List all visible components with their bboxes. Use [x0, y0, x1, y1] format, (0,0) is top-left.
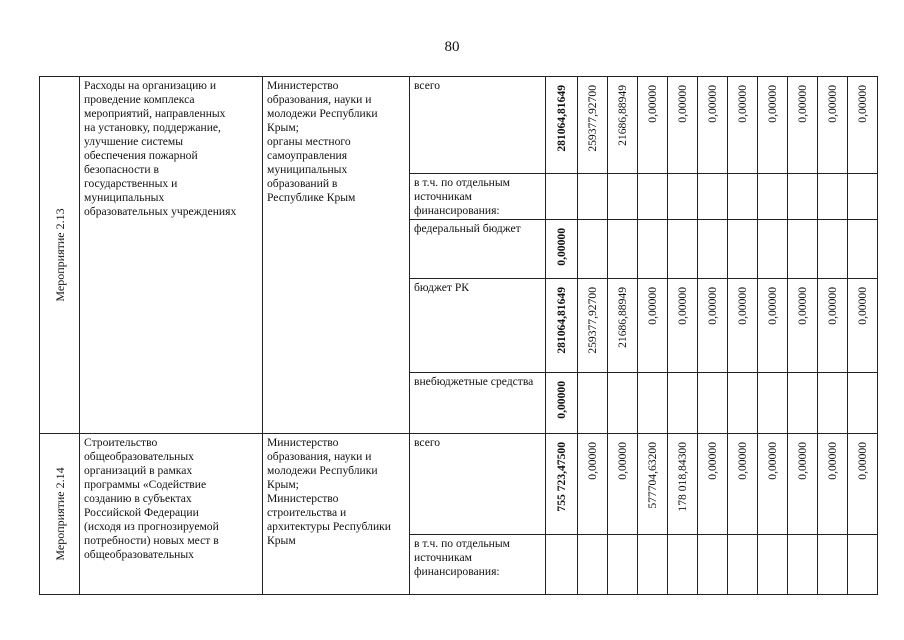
amount-cell [608, 77, 638, 174]
amount-cell [546, 434, 578, 535]
executor-line: образований в [267, 177, 338, 190]
measure-name-line: организаций в рамках [84, 464, 193, 477]
measure-name-line: муниципальных [84, 191, 165, 204]
amount-cell [758, 220, 788, 279]
executor-line: муниципальных [267, 163, 348, 176]
amount-cell [668, 77, 698, 174]
amount-cell [638, 434, 668, 535]
amount-cell [578, 373, 608, 434]
amount-cell [848, 220, 878, 279]
amount-value: 0,00000 [645, 287, 659, 325]
amount-cell [728, 373, 758, 434]
amount-cell [788, 174, 818, 220]
measure-name-line: Строительство [84, 436, 158, 449]
amount-value: 0,00000 [675, 85, 689, 123]
amount-cell [638, 373, 668, 434]
amount-cell [758, 279, 788, 373]
executor-line: Министерство [267, 436, 339, 449]
amount-cell [608, 279, 638, 373]
page-number: 80 [444, 39, 460, 55]
amount-cell [698, 220, 728, 279]
amount-cell [848, 535, 878, 595]
amount-cell [698, 373, 728, 434]
measure-name-line: обеспечения пожарной [84, 149, 198, 162]
funding-source: бюджет РК [414, 281, 470, 294]
amount-cell [788, 373, 818, 434]
amount-cell [728, 174, 758, 220]
amount-cell [788, 279, 818, 373]
amount-value: 0,00000 [855, 287, 869, 325]
measure-label: Мероприятие 2.13 [52, 208, 67, 302]
amount-cell [848, 373, 878, 434]
amount-value: 0,00000 [855, 85, 869, 123]
amount-cell [546, 535, 578, 595]
funding-source: всего [414, 79, 441, 92]
measure-label: Мероприятие 2.14 [52, 467, 67, 561]
amount-cell [546, 77, 578, 174]
measure-name-line: программы «Содействие [84, 478, 207, 491]
amount-cell [578, 77, 608, 174]
amount-cell [668, 220, 698, 279]
amount-cell [578, 434, 608, 535]
amount-total: 281064,81649 [554, 85, 568, 152]
amount-cell [578, 535, 608, 595]
measure-name-line: общеобразовательных [84, 548, 194, 561]
amount-value: 0,00000 [825, 287, 839, 325]
amount-value: 21686,88949 [615, 85, 629, 146]
funding-source-cell [410, 220, 546, 279]
amount-cell [788, 434, 818, 535]
amount-cell [668, 434, 698, 535]
amount-cell [668, 174, 698, 220]
executor-line: молодежи Республики [267, 464, 378, 477]
amount-cell [818, 434, 848, 535]
amount-cell [758, 174, 788, 220]
amount-cell [608, 535, 638, 595]
funding-source-cell [410, 535, 546, 595]
table-row [40, 77, 878, 174]
amount-cell [848, 279, 878, 373]
amount-value: 21686,88949 [615, 287, 629, 348]
amount-value: 0,00000 [705, 442, 719, 480]
amount-cell [668, 535, 698, 595]
amount-value: 0,00000 [795, 287, 809, 325]
amount-value: 0,00000 [825, 442, 839, 480]
amount-cell [788, 77, 818, 174]
funding-source: в т.ч. по отдельным источникам финансирования: [414, 176, 510, 217]
amount-value: 259377,92700 [585, 85, 599, 152]
amount-cell [728, 77, 758, 174]
measure-name-line: Российской Федерации [84, 506, 199, 519]
amount-value: 0,00000 [675, 287, 689, 325]
executor-line: образования, науки и [267, 93, 372, 106]
amount-cell [638, 174, 668, 220]
measure-name-line: образовательных учреждениях [84, 205, 237, 218]
amount-value: 0,00000 [765, 442, 779, 480]
table-row [40, 434, 878, 535]
amount-cell [698, 434, 728, 535]
executor-line: архитектуры Республики [267, 520, 391, 533]
amount-cell [728, 220, 758, 279]
amount-cell [758, 373, 788, 434]
measure-name-line: безопасности в [84, 163, 159, 176]
amount-cell [728, 535, 758, 595]
executor-line: органы местного [267, 135, 351, 148]
funding-source: всего [414, 436, 441, 449]
executor-cell [263, 77, 410, 434]
executor-line: молодежи Республики [267, 107, 378, 120]
measure-name-line: государственных и [84, 177, 178, 190]
amount-value: 0,00000 [765, 287, 779, 325]
measure-name-line: созданию в субъектах [84, 492, 192, 505]
amount-cell [728, 434, 758, 535]
amount-cell [578, 174, 608, 220]
amount-value: 259377,92700 [585, 287, 599, 354]
amount-cell [578, 279, 608, 373]
amount-cell [758, 77, 788, 174]
amount-cell [758, 535, 788, 595]
measure-name-line: (исходя из прогнозируемой [84, 520, 219, 533]
amount-value: 178 018,84300 [675, 442, 689, 512]
funding-source-cell [410, 279, 546, 373]
amount-cell [638, 77, 668, 174]
amount-value: 0,00000 [735, 442, 749, 480]
amount-total: 281064,81649 [554, 287, 568, 354]
amount-value: 0,00000 [855, 442, 869, 480]
amount-cell [578, 220, 608, 279]
amount-cell [638, 535, 668, 595]
amount-cell [608, 434, 638, 535]
amount-cell [818, 279, 848, 373]
funding-source-cell [410, 174, 546, 220]
amount-cell [818, 220, 848, 279]
executor-line: Крым; [267, 478, 299, 491]
measure-name-cell [80, 434, 263, 595]
amount-cell [638, 279, 668, 373]
amount-cell [546, 373, 578, 434]
measure-name-line: мероприятий, направленных [84, 107, 226, 120]
executor-line: самоуправления [267, 149, 348, 162]
measure-name-line: общеобразовательных [84, 450, 194, 463]
amount-value: 577704,63200 [645, 442, 659, 509]
amount-cell [848, 174, 878, 220]
amount-cell [818, 373, 848, 434]
amount-cell [818, 77, 848, 174]
amount-value: 0,00000 [705, 287, 719, 325]
financing-table [39, 76, 878, 595]
amount-total: 0,00000 [554, 381, 568, 419]
amount-value: 0,00000 [615, 442, 629, 480]
executor-line: образования, науки и [267, 450, 372, 463]
amount-cell [546, 174, 578, 220]
amount-cell [788, 220, 818, 279]
amount-value: 0,00000 [795, 442, 809, 480]
executor-line: Крым; [267, 121, 299, 134]
amount-cell [788, 535, 818, 595]
executor-line: Министерство [267, 492, 339, 505]
measure-name-line: на установку, поддержание, [84, 121, 221, 134]
amount-cell [608, 174, 638, 220]
executor-line: строительства и [267, 506, 347, 519]
measure-label-cell [40, 434, 80, 595]
amount-value: 0,00000 [795, 85, 809, 123]
executor-line: Крым [267, 534, 296, 547]
amount-cell [668, 373, 698, 434]
amount-cell [698, 535, 728, 595]
amount-value: 0,00000 [735, 287, 749, 325]
amount-value: 0,00000 [585, 442, 599, 480]
amount-cell [546, 220, 578, 279]
amount-cell [608, 373, 638, 434]
funding-source: в т.ч. по отдельным источникам финансирования: [414, 537, 510, 578]
amount-cell [638, 220, 668, 279]
amount-cell [818, 174, 848, 220]
amount-cell [848, 434, 878, 535]
amount-cell [818, 535, 848, 595]
amount-cell [728, 279, 758, 373]
funding-source: федеральный бюджет [414, 222, 521, 235]
amount-cell [668, 279, 698, 373]
amount-cell [546, 279, 578, 373]
amount-total: 755 723,47500 [554, 442, 568, 512]
measure-name-line: проведение комплекса [84, 93, 195, 106]
funding-source: внебюджетные средства [414, 375, 534, 388]
amount-cell [698, 279, 728, 373]
measure-name-cell [80, 77, 263, 434]
amount-cell [608, 220, 638, 279]
funding-source-cell [410, 434, 546, 535]
measure-name-line: Расходы на организацию и [84, 79, 217, 92]
amount-total: 0,00000 [554, 228, 568, 266]
funding-source-cell [410, 77, 546, 174]
executor-line: Республике Крым [267, 191, 356, 204]
amount-cell [758, 434, 788, 535]
amount-value: 0,00000 [765, 85, 779, 123]
amount-value: 0,00000 [735, 85, 749, 123]
amount-value: 0,00000 [705, 85, 719, 123]
measure-label-cell [40, 77, 80, 434]
amount-cell [698, 174, 728, 220]
amount-cell [698, 77, 728, 174]
amount-value: 0,00000 [645, 85, 659, 123]
amount-cell [848, 77, 878, 174]
funding-source-cell [410, 373, 546, 434]
measure-name-line: улучшение системы [84, 135, 184, 148]
executor-cell [263, 434, 410, 595]
amount-value: 0,00000 [825, 85, 839, 123]
measure-name-line: потребности) новых мест в [84, 534, 219, 547]
executor-line: Министерство [267, 79, 339, 92]
